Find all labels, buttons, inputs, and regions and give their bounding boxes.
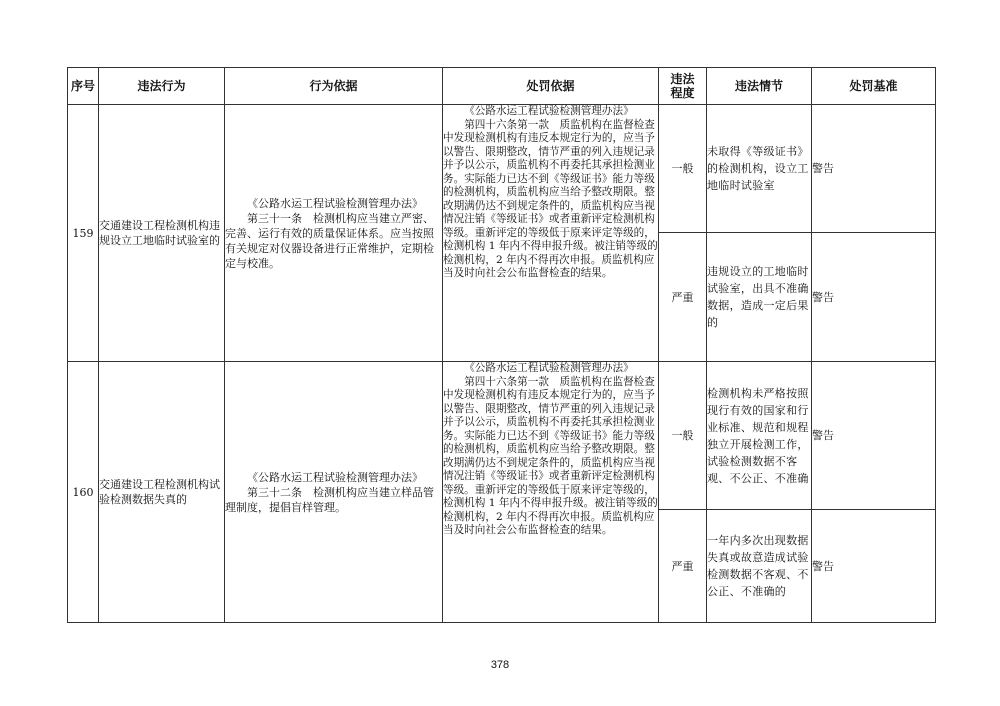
header-seq: 序号: [68, 68, 99, 105]
degree-cell: 一般: [659, 105, 707, 233]
standard-cell: 警告: [812, 233, 936, 362]
row-seq: 160: [68, 362, 99, 623]
header-basis: 行为依据: [225, 68, 443, 105]
basis-title: 《公路水运工程试验检测管理办法》: [247, 470, 423, 484]
violation-cell: 交通建设工程检测机构违规设立工地临时试验室的: [99, 105, 225, 362]
penalty-text: 第四十六条第一款 质监机构在监督检查中发现检测机构有违反本规定行为的，应当予以警告、限期整改，情节严重的列入违规记录并予以公示，质监机构不再委托其承担检测业务。实际能力已达不到《等级证书》能力等级的检测机构，质监机构应当给予整改期限。整改期满仍达不到规定条件的，质监机构应当视情况注销《等级证书》或者重新评定检测机构等级。重新评定的等级低于原来评定等级的，检测机构 1 年内不得申报升级。被注销等级的检测机构，2 年内不得再次申报。质监机构应当及时向社会公布监督检查的结果。: [443, 375, 658, 536]
standard-cell: 警告: [812, 362, 936, 510]
degree-cell: 严重: [659, 510, 707, 623]
circumstance-cell: 未取得《等级证书》的检测机构，设立工地临时试验室: [707, 105, 812, 233]
degree-cell: 一般: [659, 362, 707, 510]
circumstance-cell: 检测机构未严格按照现行有效的国家和行业标准、规范和规程独立开展检测工作，试验检测数据不客观、不公正、不准确: [707, 362, 812, 510]
row-seq: 159: [68, 105, 99, 362]
circumstance-cell: 违规设立的工地临时试验室，出具不准确数据，造成一定后果的: [707, 233, 812, 362]
basis-title: 《公路水运工程试验检测管理办法》: [247, 196, 423, 210]
circumstance-cell: 一年内多次出现数据失真或故意造成试验检测数据不客观、不公正、不准确的: [707, 510, 812, 623]
table-row: [68, 362, 936, 510]
penalty-basis-cell: [443, 362, 659, 623]
basis-cell: [225, 362, 443, 623]
penalty-basis-cell: [443, 105, 659, 362]
basis-text: 第三十二条 检测机构应当建立样品管理制度，提倡盲样管理。: [225, 485, 434, 514]
basis-cell: [225, 105, 443, 362]
header-violation: 违法行为: [99, 68, 225, 105]
standard-cell: 警告: [812, 510, 936, 623]
header-standard: 处罚基准: [812, 68, 936, 105]
violation-cell: 交通建设工程检测机构试验检测数据失真的: [99, 362, 225, 623]
table-row: [68, 105, 936, 233]
penalty-standard-table: [67, 67, 936, 623]
standard-cell: 警告: [812, 105, 936, 233]
penalty-title: 《公路水运工程试验检测管理办法》: [464, 362, 634, 374]
header-row: [68, 68, 936, 105]
header-circumstance: 违法情节: [707, 68, 812, 105]
basis-text: 第三十一条 检测机构应当建立严密、完善、运行有效的质量保证体系。应当按照有关规定对仪器设备进行正常维护，定期检定与校准。: [225, 211, 434, 270]
header-degree: 违法程度: [659, 68, 707, 105]
penalty-title: 《公路水运工程试验检测管理办法》: [464, 105, 634, 117]
penalty-text: 第四十六条第一款 质监机构在监督检查中发现检测机构有违反本规定行为的，应当予以警告、限期整改，情节严重的列入违规记录并予以公示，质监机构不再委托其承担检测业务。实际能力已达不到《等级证书》能力等级的检测机构，质监机构应当给予整改期限。整改期满仍达不到规定条件的，质监机构应当视情况注销《等级证书》或者重新评定检测机构等级。重新评定的等级低于原来评定等级的，检测机构 1 年内不得申报升级。被注销等级的检测机构，2 年内不得再次申报。质监机构应当及时向社会公布监督检查的结果。: [443, 118, 658, 279]
degree-cell: 严重: [659, 233, 707, 362]
page-number: 378: [490, 659, 510, 671]
header-penalty-basis: 处罚依据: [443, 68, 659, 105]
